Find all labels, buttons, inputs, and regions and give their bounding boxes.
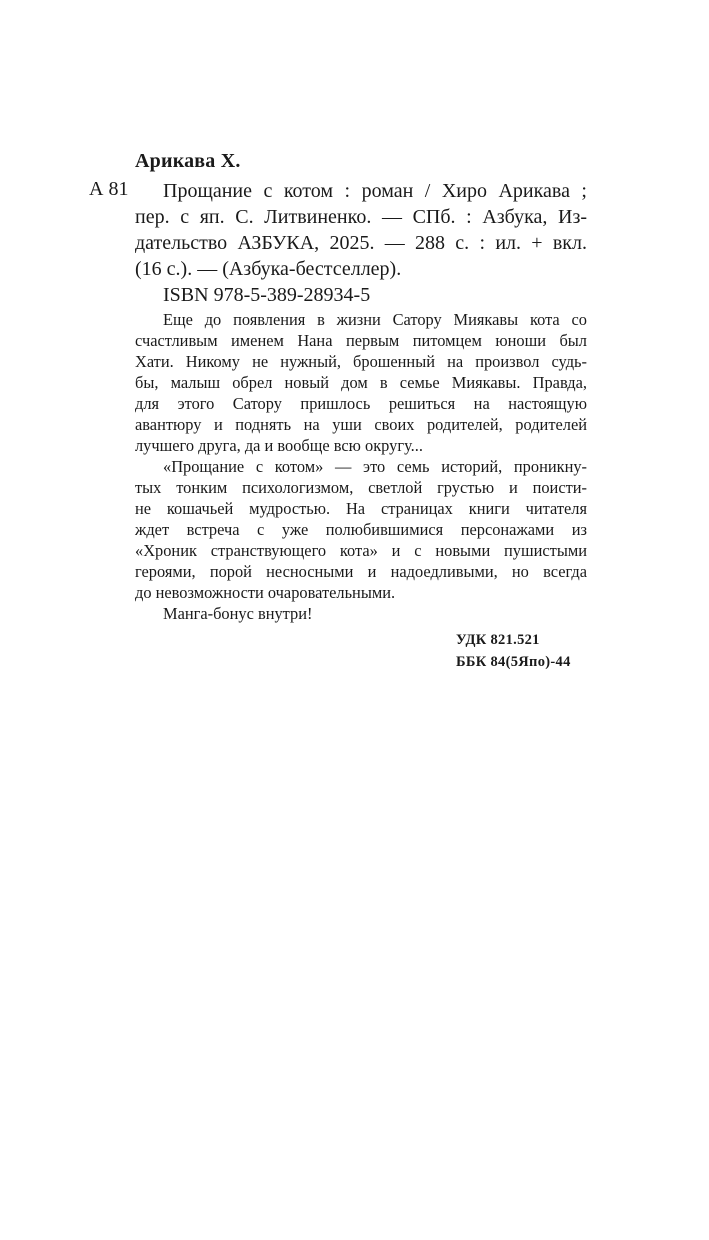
author-heading: Арикава Х. xyxy=(135,150,241,172)
bib-line: дательство АЗБУКА, 2025. — 288 с. : ил. + вкл. xyxy=(135,232,587,254)
author-sign: А 81 xyxy=(89,178,129,200)
annotation-line: бы, малыш обрел новый дом в семье Миякавы. Правда, xyxy=(135,373,587,392)
annotation-line: для этого Сатору пришлось решиться на настоящую xyxy=(135,394,587,413)
annotation-line: до невозможности очаровательными. xyxy=(135,583,396,602)
isbn: ISBN 978-5-389-28934-5 xyxy=(163,284,371,306)
annotation-line: авантюру и поднять на уши своих родителей, родителей xyxy=(135,415,587,434)
annotation-line: не кошачьей мудростью. На страницах книги читателя xyxy=(135,499,587,518)
annotation-line: «Прощание с котом» — это семь историй, проникну- xyxy=(163,457,587,476)
bib-line: (16 с.). — (Азбука-бестселлер). xyxy=(135,258,402,280)
bbk-index: ББК 84(5Япо)-44 xyxy=(456,654,571,670)
annotation-line: Хати. Никому не нужный, брошенный на произвол судь- xyxy=(135,352,587,371)
annotation-line: лучшего друга, да и вообще всю округу... xyxy=(135,436,423,455)
annotation-line: «Хроник странствующего кота» и с новыми пушистыми xyxy=(135,541,587,560)
annotation-bonus: Манга-бонус внутри! xyxy=(163,604,313,623)
annotation-line: счастливым именем Нана первым питомцем юноши был xyxy=(135,331,587,350)
bib-line: Прощание с котом : роман / Хиро Арикава ; xyxy=(163,180,587,202)
annotation-line: Еще до появления в жизни Сатору Миякавы кота со xyxy=(163,310,587,329)
annotation-line: ждет встреча с уже полюбившимися персонажами из xyxy=(135,520,587,539)
udk-index: УДК 821.521 xyxy=(456,632,540,648)
bib-line: пер. с яп. С. Литвиненко. — СПб. : Азбука, Из- xyxy=(135,206,587,228)
annotation-line: героями, порой несносными и надоедливыми, но всегда xyxy=(135,562,587,581)
annotation-line: тых тонким психологизмом, светлой грустью и поисти- xyxy=(135,478,587,497)
